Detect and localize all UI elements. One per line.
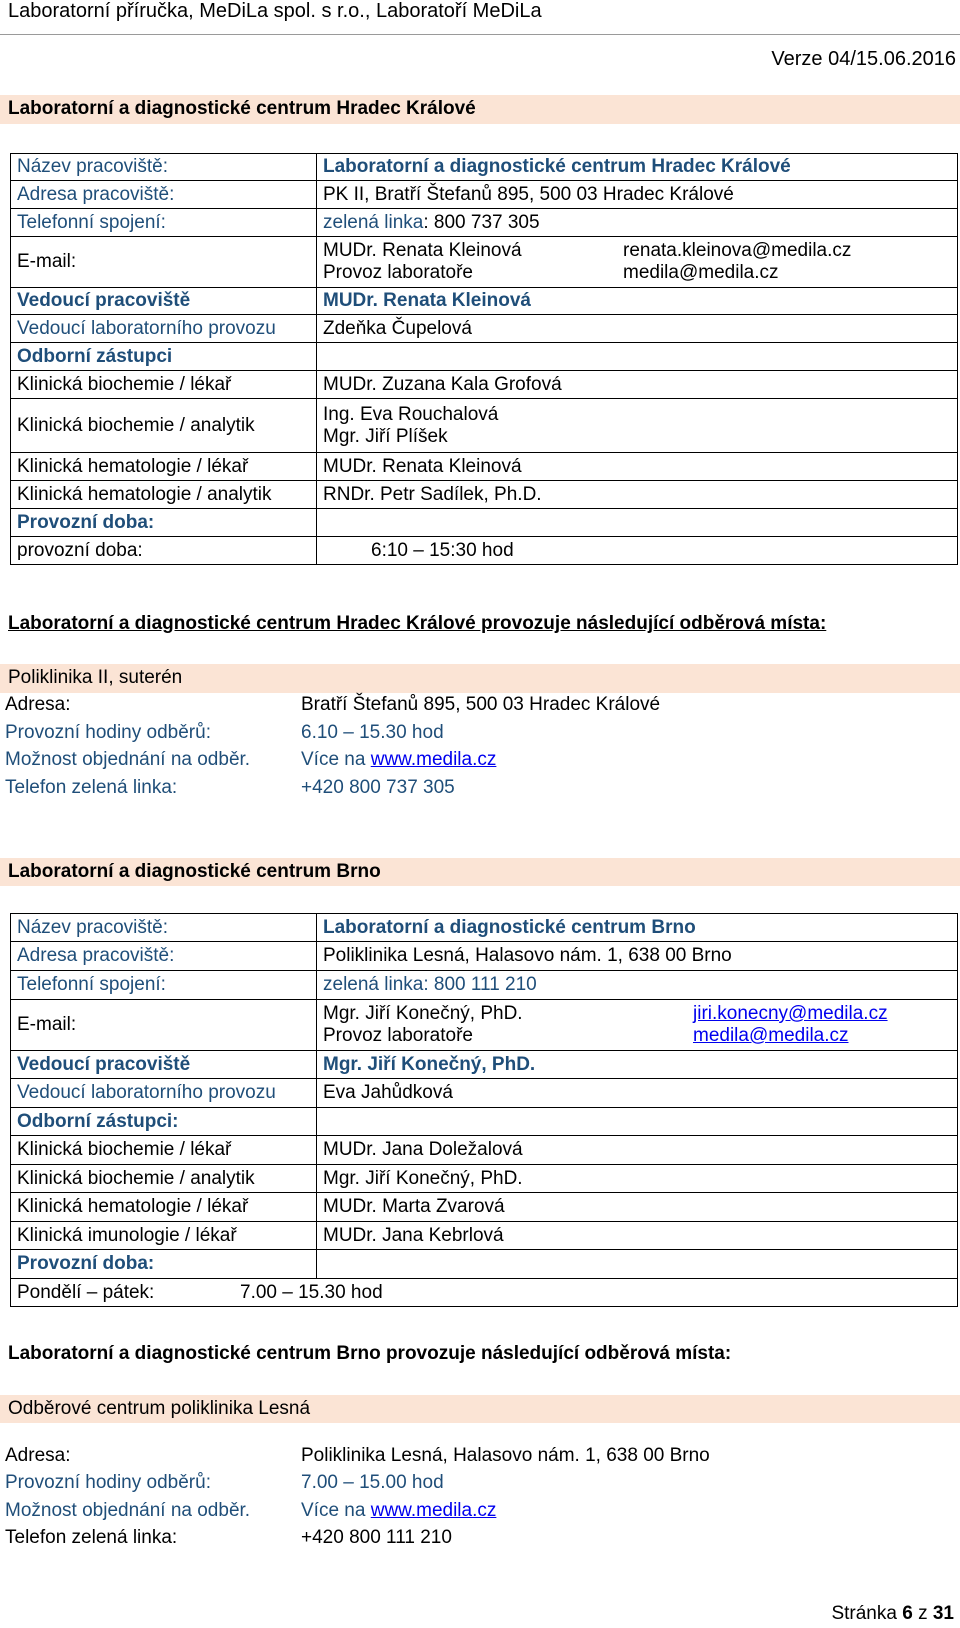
- hours-row-label: Pondělí – pátek:: [17, 1281, 155, 1303]
- email-value: [317, 237, 958, 288]
- point-hours-label: Provozní hodiny odběrů:: [5, 722, 211, 743]
- name-label: Název pracoviště:: [11, 154, 317, 181]
- name-value: Laboratorní a diagnostické centrum Hradec Králové: [317, 154, 958, 181]
- biochem-doctor-label: Klinická biochemie / lékař: [11, 1136, 317, 1165]
- table-row: [11, 481, 958, 509]
- workplace-table-brno: [10, 913, 958, 1307]
- point-phone-value: +420 800 737 305: [301, 777, 455, 798]
- deputies-label: Odborní zástupci:: [11, 1108, 317, 1136]
- table-row: [11, 1279, 958, 1307]
- table-row: [11, 1165, 958, 1193]
- email-link[interactable]: jiri.konecny@medila.cz: [693, 1003, 888, 1024]
- address-label: Adresa pracoviště:: [11, 181, 317, 209]
- lab-head-label: Vedoucí laboratorního provozu: [11, 315, 317, 343]
- point-band-brno: [0, 1395, 960, 1423]
- head-value: Mgr. Jiří Konečný, PhD.: [317, 1051, 958, 1079]
- point-phone-label: Telefon zelená linka:: [5, 777, 178, 798]
- lab-head-label: Vedoucí laboratorního provozu: [11, 1079, 317, 1108]
- section-band-hradec: [0, 95, 960, 124]
- point-name: Poliklinika II, suterén: [8, 667, 183, 688]
- table-row: [11, 1079, 958, 1108]
- biochem-doctor-value: MUDr. Zuzana Kala Grofová: [317, 371, 958, 399]
- medila-website-link[interactable]: www.medila.cz: [370, 749, 497, 770]
- page-number: Stránka 6 z 31: [831, 1603, 954, 1624]
- immuno-doctor-label: Klinická imunologie / lékař: [11, 1222, 317, 1250]
- lab-head-value: Zdeňka Čupelová: [317, 315, 958, 343]
- phone-value: zelená linka: 800 111 210: [317, 971, 958, 1000]
- address-label: Adresa pracoviště:: [11, 942, 317, 971]
- email-label: E-mail:: [11, 1000, 317, 1051]
- biochem-analyst-name: Ing. Eva Rouchalová: [323, 403, 499, 425]
- email-person: Provoz laboratoře: [323, 262, 473, 283]
- email-person: Provoz laboratoře: [323, 1025, 473, 1046]
- table-row: [11, 181, 958, 209]
- email-address[interactable]: medila@medila.cz: [623, 262, 779, 283]
- header-divider: [0, 34, 960, 35]
- document-header-title: Laboratorní příručka, MeDiLa spol. s r.o., Laboratoří MeDiLa: [8, 0, 542, 22]
- point-address-label: Adresa:: [5, 1445, 71, 1466]
- point-phone-label: Telefon zelená linka:: [5, 1527, 178, 1548]
- biochem-analyst-value: Mgr. Jiří Konečný, PhD.: [317, 1165, 958, 1193]
- biochem-doctor-value: MUDr. Jana Doležalová: [317, 1136, 958, 1165]
- hours-label: Provozní doba:: [11, 1250, 317, 1279]
- table-row: [11, 1222, 958, 1250]
- biochem-analyst-value: [317, 399, 958, 453]
- head-value: MUDr. Renata Kleinová: [317, 288, 958, 315]
- hours-value: 6:10 – 15:30 hod: [317, 537, 958, 565]
- name-label: Název pracoviště:: [11, 914, 317, 942]
- hours-value: 7.00 – 15.30 hod: [240, 1281, 383, 1303]
- phone-label: Telefonní spojení:: [11, 971, 317, 1000]
- email-label: E-mail:: [11, 237, 317, 288]
- medila-website-link[interactable]: www.medila.cz: [370, 1500, 497, 1521]
- hemat-doctor-label: Klinická hematologie / lékař: [11, 1193, 317, 1222]
- point-hours-label: Provozní hodiny odběrů:: [5, 1472, 211, 1493]
- table-row: [11, 537, 958, 565]
- hemat-doctor-value: MUDr. Marta Zvarová: [317, 1193, 958, 1222]
- table-row: [11, 1250, 958, 1279]
- biochem-analyst-label: Klinická biochemie / analytik: [11, 399, 317, 453]
- hours-row-label: provozní doba:: [11, 537, 317, 565]
- table-row: [11, 371, 958, 399]
- table-row: [11, 453, 958, 481]
- table-row: [11, 399, 958, 453]
- email-value: [317, 1000, 958, 1051]
- document-version: Verze 04/15.06.2016: [771, 48, 956, 70]
- point-band-hradec: [0, 664, 960, 693]
- hours-row: [11, 1279, 958, 1307]
- point-address-value: Bratří Štefanů 895, 500 03 Hradec Králové: [301, 694, 661, 715]
- point-phone-value: +420 800 111 210: [301, 1527, 452, 1548]
- table-row: [11, 1000, 958, 1051]
- table-row: [11, 1136, 958, 1165]
- section-title-brno: Laboratorní a diagnostické centrum Brno: [8, 861, 381, 882]
- hemat-doctor-value: MUDr. Renata Kleinová: [317, 453, 958, 481]
- point-address-label: Adresa:: [5, 694, 71, 715]
- point-name: Odběrové centrum poliklinika Lesná: [8, 1398, 311, 1419]
- biochem-analyst-label: Klinická biochemie / analytik: [11, 1165, 317, 1193]
- points-heading-brno: Laboratorní a diagnostické centrum Brno provozuje následující odběrová místa:: [8, 1343, 732, 1364]
- hemat-analyst-label: Klinická hematologie / analytik: [11, 481, 317, 509]
- phone-value: [317, 209, 958, 237]
- table-row: [11, 1051, 958, 1079]
- biochem-doctor-label: Klinická biochemie / lékař: [11, 371, 317, 399]
- hours-label: Provozní doba:: [11, 509, 317, 537]
- table-row: [11, 1193, 958, 1222]
- point-hours-value: 6.10 – 15.30 hod: [301, 722, 444, 743]
- section-band-brno: [0, 858, 960, 886]
- point-hours-value: 7.00 – 15.00 hod: [301, 1472, 444, 1493]
- hemat-doctor-label: Klinická hematologie / lékař: [11, 453, 317, 481]
- table-row: [11, 237, 958, 288]
- phone-number: : 800 737 305: [423, 211, 540, 233]
- head-label: Vedoucí pracoviště: [11, 288, 317, 315]
- biochem-analyst-name: Mgr. Jiří Plíšek: [323, 425, 448, 447]
- table-row: [11, 942, 958, 971]
- points-heading-hradec: Laboratorní a diagnostické centrum Hradec Králové provozuje následující odběrová místa:: [8, 613, 827, 634]
- email-address[interactable]: renata.kleinova@medila.cz: [623, 240, 852, 261]
- section-title-hradec: Laboratorní a diagnostické centrum Hradec Králové: [8, 98, 476, 119]
- table-row: [11, 343, 958, 371]
- email-link[interactable]: medila@medila.cz: [693, 1025, 849, 1046]
- table-row: [11, 1108, 958, 1136]
- lab-head-value: Eva Jahůdková: [317, 1079, 958, 1108]
- address-value: Poliklinika Lesná, Halasovo nám. 1, 638 00 Brno: [317, 942, 958, 971]
- table-row: [11, 509, 958, 537]
- table-row: [11, 914, 958, 942]
- table-row: [11, 315, 958, 343]
- table-row: [11, 288, 958, 315]
- address-value: PK II, Bratří Štefanů 895, 500 03 Hradec Králové: [317, 181, 958, 209]
- point-booking-value: Více na www.medila.cz: [301, 749, 497, 770]
- name-value: Laboratorní a diagnostické centrum Brno: [317, 914, 958, 942]
- phone-label: Telefonní spojení:: [11, 209, 317, 237]
- table-row: [11, 971, 958, 1000]
- phone-value-prefix: zelená linka: [323, 211, 424, 233]
- point-booking-label: Možnost objednání na odběr.: [5, 749, 251, 770]
- hemat-analyst-value: RNDr. Petr Sadílek, Ph.D.: [317, 481, 958, 509]
- table-row: [11, 154, 958, 181]
- deputies-label: Odborní zástupci: [11, 343, 317, 371]
- table-row: [11, 209, 958, 237]
- head-label: Vedoucí pracoviště: [11, 1051, 317, 1079]
- workplace-table-hradec: [10, 153, 958, 565]
- immuno-doctor-value: MUDr. Jana Kebrlová: [317, 1222, 958, 1250]
- point-booking-value: Více na www.medila.cz: [301, 1500, 497, 1521]
- email-person: Mgr. Jiří Konečný, PhD.: [323, 1003, 523, 1024]
- email-person: MUDr. Renata Kleinová: [323, 240, 522, 261]
- point-address-value: Poliklinika Lesná, Halasovo nám. 1, 638 00 Brno: [301, 1445, 710, 1466]
- point-booking-label: Možnost objednání na odběr.: [5, 1500, 251, 1521]
